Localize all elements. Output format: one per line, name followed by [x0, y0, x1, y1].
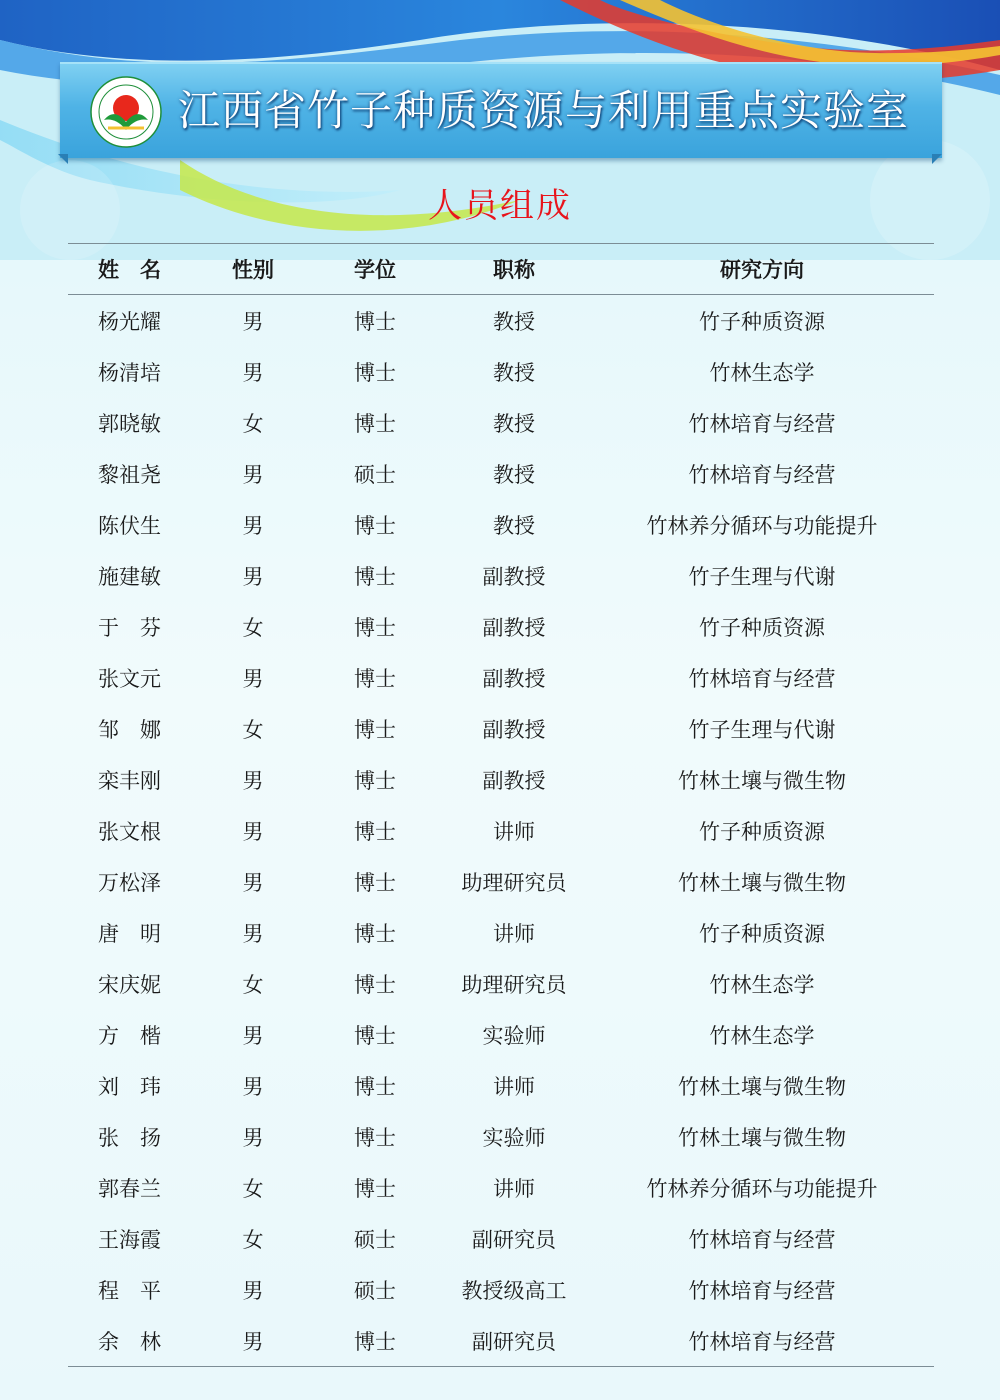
- cell-direction: 竹林生态学: [709, 1023, 815, 1048]
- cell-title: 教授: [493, 360, 535, 385]
- cell-direction: 竹林土壤与微生物: [678, 1125, 846, 1150]
- cell-sex: 男: [242, 1023, 264, 1048]
- cell-name: 方 楷: [98, 1023, 161, 1048]
- cell-sex: 男: [242, 1125, 264, 1150]
- table-row: [68, 1060, 934, 1111]
- cell-sex: 男: [242, 1278, 264, 1303]
- cell-name: 刘 玮: [98, 1074, 161, 1099]
- header-sex: 性别: [232, 257, 274, 282]
- cell-title: 副教授: [482, 717, 546, 742]
- cell-name: 张文元: [98, 666, 161, 691]
- table-row: [68, 601, 934, 652]
- cell-sex: 男: [242, 768, 264, 793]
- section-title: 人员组成: [428, 186, 572, 226]
- table-row: [68, 703, 934, 754]
- cell-title: 副研究员: [472, 1227, 556, 1252]
- cell-name: 黎祖尧: [98, 462, 161, 487]
- banner-fold-right: [932, 154, 942, 164]
- cell-degree: 硕士: [354, 1227, 396, 1252]
- cell-direction: 竹林生态学: [709, 972, 815, 997]
- cell-title: 实验师: [482, 1125, 546, 1150]
- cell-degree: 博士: [354, 1074, 396, 1099]
- cell-title: 教授: [493, 309, 535, 334]
- cell-name: 程 平: [98, 1278, 161, 1303]
- cell-title: 教授级高工: [461, 1278, 567, 1303]
- table-row: [68, 805, 934, 856]
- header-name: 姓 名: [98, 257, 161, 282]
- table-row: [68, 1111, 934, 1162]
- cell-title: 讲师: [493, 1074, 535, 1099]
- cell-degree: 博士: [354, 666, 396, 691]
- cell-sex: 男: [242, 513, 264, 538]
- table-row: [68, 499, 934, 550]
- cell-name: 张文根: [98, 819, 161, 844]
- table-row: [68, 652, 934, 703]
- cell-name: 施建敏: [98, 564, 161, 589]
- cell-name: 王海霞: [98, 1227, 161, 1252]
- cell-sex: 女: [242, 1176, 264, 1201]
- cell-degree: 硕士: [354, 462, 396, 487]
- cell-title: 教授: [493, 513, 535, 538]
- cell-direction: 竹子生理与代谢: [688, 717, 836, 742]
- cell-title: 副教授: [482, 564, 546, 589]
- cell-direction: 竹林培育与经营: [688, 666, 836, 691]
- cell-name: 陈伏生: [98, 513, 161, 538]
- cell-direction: 竹子种质资源: [699, 921, 825, 946]
- cell-sex: 男: [242, 666, 264, 691]
- cell-direction: 竹林土壤与微生物: [678, 768, 846, 793]
- table-row: [68, 1213, 934, 1264]
- header-banner: [60, 62, 942, 162]
- table-header-row: [68, 244, 934, 294]
- cell-sex: 男: [242, 870, 264, 895]
- cell-direction: 竹子种质资源: [699, 819, 825, 844]
- cell-sex: 男: [242, 564, 264, 589]
- cell-title: 教授: [493, 462, 535, 487]
- cell-direction: 竹林生态学: [709, 360, 815, 385]
- cell-sex: 女: [242, 972, 264, 997]
- cell-sex: 男: [242, 1329, 264, 1354]
- cell-direction: 竹子种质资源: [699, 309, 825, 334]
- cell-sex: 男: [242, 1074, 264, 1099]
- cell-title: 讲师: [493, 1176, 535, 1201]
- cell-degree: 硕士: [354, 1278, 396, 1303]
- cell-name: 唐 明: [98, 921, 161, 946]
- header-direction: 研究方向: [720, 257, 804, 282]
- cell-direction: 竹林培育与经营: [688, 1329, 836, 1354]
- cell-sex: 男: [242, 360, 264, 385]
- cell-degree: 博士: [354, 1023, 396, 1048]
- cell-title: 副研究员: [472, 1329, 556, 1354]
- cell-direction: 竹林培育与经营: [688, 1278, 836, 1303]
- table-bottom-rule: [68, 1366, 934, 1367]
- banner-fold-left: [58, 154, 68, 164]
- table-row: [68, 448, 934, 499]
- header-title: 职称: [493, 257, 535, 282]
- cell-direction: 竹林培育与经营: [688, 1227, 836, 1252]
- cell-title: 副教授: [482, 768, 546, 793]
- cell-degree: 博士: [354, 615, 396, 640]
- cell-sex: 男: [242, 819, 264, 844]
- cell-degree: 博士: [354, 411, 396, 436]
- cell-direction: 竹子种质资源: [699, 615, 825, 640]
- university-logo-icon: [90, 76, 162, 148]
- table-row: [68, 958, 934, 1009]
- staff-table: [68, 243, 934, 1367]
- cell-name: 于 芬: [98, 615, 161, 640]
- cell-title: 讲师: [493, 819, 535, 844]
- cell-sex: 女: [242, 615, 264, 640]
- cell-name: 万松泽: [98, 870, 161, 895]
- cell-direction: 竹林养分循环与功能提升: [646, 1176, 878, 1201]
- cell-sex: 女: [242, 1227, 264, 1252]
- table-row: [68, 397, 934, 448]
- header-degree: 学位: [354, 257, 396, 282]
- cell-degree: 博士: [354, 1125, 396, 1150]
- cell-title: 副教授: [482, 615, 546, 640]
- cell-name: 邹 娜: [98, 717, 161, 742]
- cell-degree: 博士: [354, 309, 396, 334]
- cell-name: 张 扬: [98, 1125, 161, 1150]
- table-row: [68, 295, 934, 346]
- cell-degree: 博士: [354, 564, 396, 589]
- cell-name: 栾丰刚: [98, 768, 161, 793]
- cell-degree: 博士: [354, 360, 396, 385]
- cell-name: 杨清培: [98, 360, 161, 385]
- cell-title: 助理研究员: [461, 870, 567, 895]
- page-title: 江西省竹子种质资源与利用重点实验室: [178, 86, 910, 135]
- table-body: [68, 295, 934, 1366]
- table-row: [68, 1009, 934, 1060]
- table-row: [68, 754, 934, 805]
- cell-name: 郭晓敏: [98, 411, 161, 436]
- cell-direction: 竹林培育与经营: [688, 411, 836, 436]
- cell-name: 郭春兰: [98, 1176, 161, 1201]
- cell-direction: 竹林养分循环与功能提升: [646, 513, 878, 538]
- cell-direction: 竹子生理与代谢: [688, 564, 836, 589]
- cell-degree: 博士: [354, 870, 396, 895]
- cell-title: 助理研究员: [461, 972, 567, 997]
- cell-degree: 博士: [354, 768, 396, 793]
- table-row: [68, 550, 934, 601]
- cell-sex: 女: [242, 717, 264, 742]
- cell-sex: 男: [242, 921, 264, 946]
- cell-degree: 博士: [354, 972, 396, 997]
- cell-degree: 博士: [354, 1329, 396, 1354]
- cell-degree: 博士: [354, 819, 396, 844]
- cell-title: 教授: [493, 411, 535, 436]
- cell-degree: 博士: [354, 717, 396, 742]
- cell-direction: 竹林培育与经营: [688, 462, 836, 487]
- cell-name: 余 林: [98, 1329, 161, 1354]
- cell-title: 实验师: [482, 1023, 546, 1048]
- cell-name: 宋庆妮: [98, 972, 161, 997]
- cell-name: 杨光耀: [98, 309, 161, 334]
- cell-direction: 竹林土壤与微生物: [678, 870, 846, 895]
- banner-ribbon: [60, 62, 942, 158]
- cell-degree: 博士: [354, 513, 396, 538]
- cell-degree: 博士: [354, 1176, 396, 1201]
- cell-sex: 男: [242, 462, 264, 487]
- table-row: [68, 1315, 934, 1366]
- cell-title: 副教授: [482, 666, 546, 691]
- table-row: [68, 1264, 934, 1315]
- cell-degree: 博士: [354, 921, 396, 946]
- table-row: [68, 346, 934, 397]
- table-row: [68, 1162, 934, 1213]
- table-row: [68, 856, 934, 907]
- cell-sex: 男: [242, 309, 264, 334]
- cell-direction: 竹林土壤与微生物: [678, 1074, 846, 1099]
- cell-sex: 女: [242, 411, 264, 436]
- table-row: [68, 907, 934, 958]
- cell-title: 讲师: [493, 921, 535, 946]
